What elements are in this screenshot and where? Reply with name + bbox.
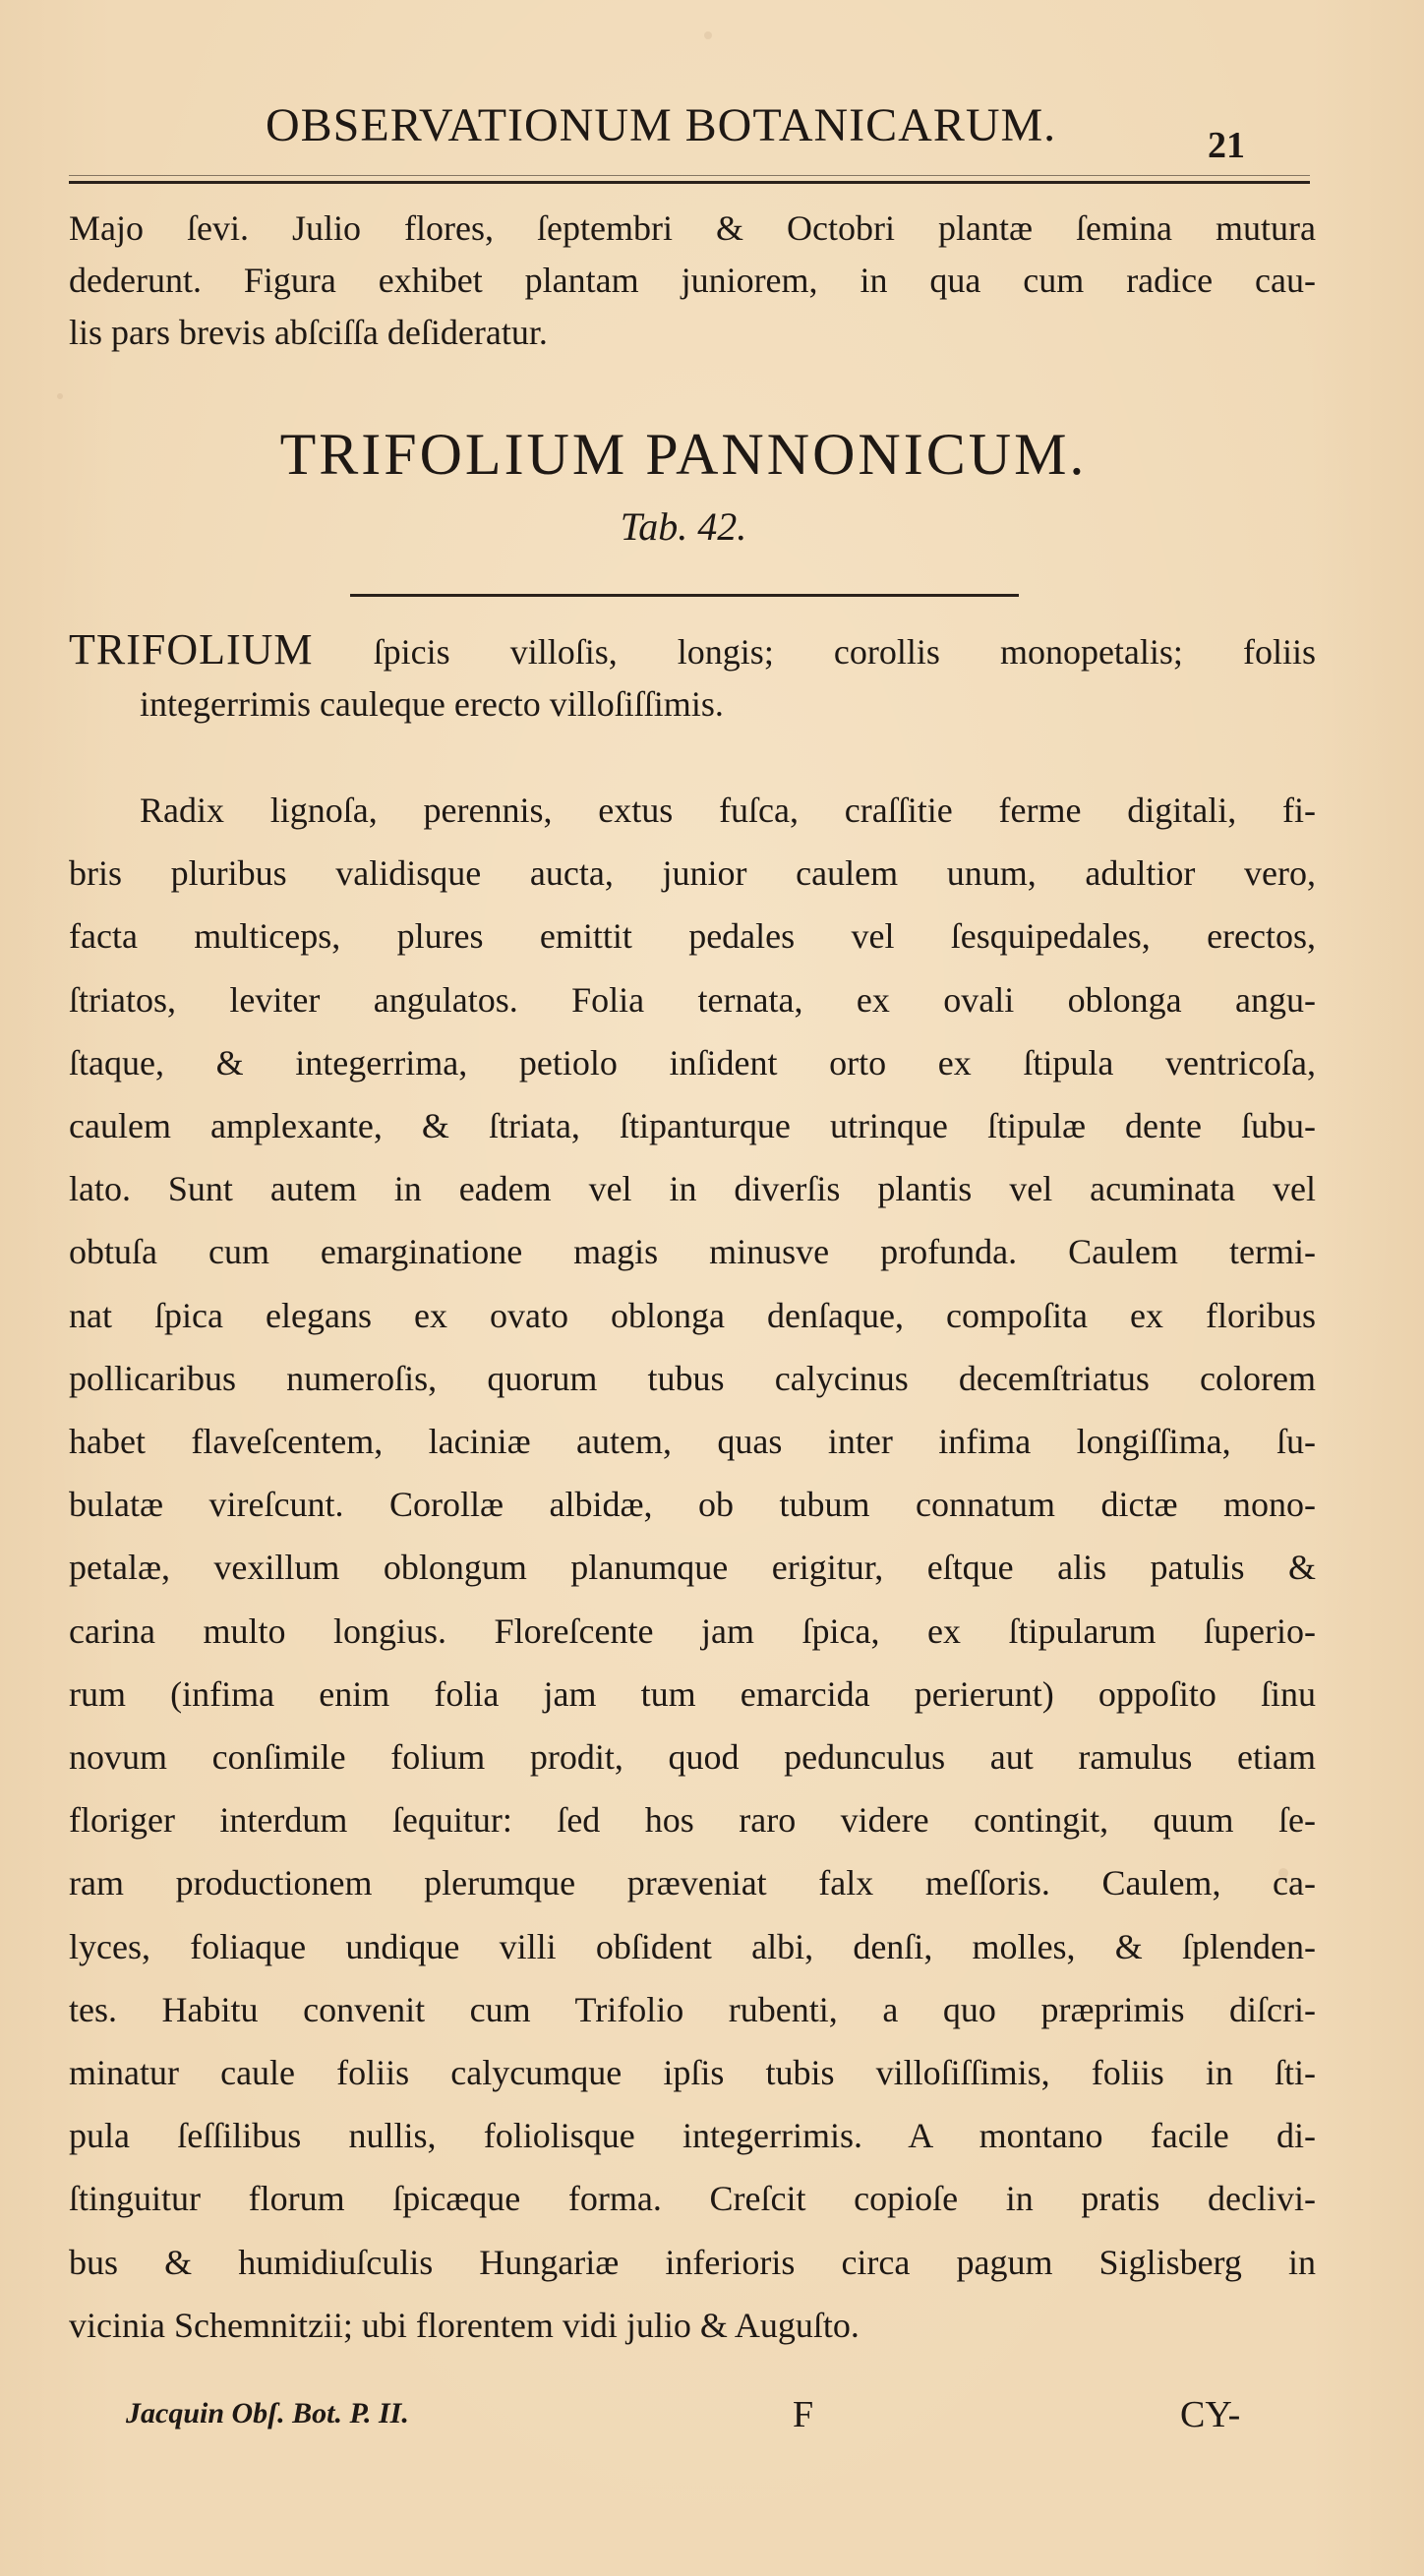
description-line: petalæ, vexillum oblongum planumque erigitur, eſtque alis patulis & (69, 1548, 1316, 1588)
description-line: pollicaribus numeroſis, quorum tubus calycinus decemſtriatus colorem (69, 1358, 1316, 1398)
paper-stain (704, 31, 712, 39)
diagnosis-lead: TRIFOLIUM (69, 625, 314, 673)
description-line: lyces, foliaque undique villi obſident albi, denſi, molles, & ſplenden- (69, 1926, 1316, 1966)
description-line: vicinia Schemnitzii; ubi florentem vidi julio & Auguſto. (69, 2305, 860, 2345)
description-line: bris pluribus validisque aucta, junior caulem unum, adultior vero, (69, 853, 1316, 894)
section-rule (350, 594, 1019, 597)
description-line: pula ſeſſilibus nullis, foliolisque integerrimis. A montano facile di- (69, 2116, 1316, 2156)
description-line: obtuſa cum emarginatione magis minusve profunda. Caulem termi- (69, 1232, 1316, 1272)
description-line: ſtinguitur florum ſpicæque forma. Creſcit copioſe in pratis declivi- (69, 2179, 1316, 2219)
description-line: carina multo longius. Floreſcente jam ſpica, ex ſtipularum ſuperio- (69, 1610, 1316, 1651)
description-line: ſtaque, & integerrima, petiolo inſident orto ex ſtipula ventricoſa, (69, 1042, 1316, 1083)
paper-stain (57, 393, 63, 399)
description-line: tes. Habitu convenit cum Trifolio rubenti, a quo præprimis diſcri- (69, 1989, 1316, 2029)
description-line: novum conſimile folium prodit, quod pedunculus aut ramulus etiam (69, 1737, 1316, 1778)
running-title: OBSERVATIONUM BOTANICARUM. (266, 99, 1057, 151)
intro-line: dederunt. Figura exhibet plantam juniorem, in qua cum radice cau- (69, 261, 1316, 300)
description-line: bus & humidiuſculis Hungariæ inferioris circa pagum Siglisberg in (69, 2242, 1316, 2282)
page-number: 21 (1208, 125, 1245, 166)
header-rule-thin (69, 175, 1310, 176)
diagnosis-line (69, 623, 1316, 678)
intro-line: Majo ſevi. Julio flores, ſeptembri & Octobri plantæ ſemina mutura (69, 208, 1316, 248)
signature-mark: F (793, 2394, 814, 2435)
species-title: TRIFOLIUM PANNONICUM. (279, 422, 1088, 487)
description-line: bulatæ vireſcunt. Corollæ albidæ, ob tubum connatum dictæ mono- (69, 1485, 1316, 1525)
page-footer (69, 2394, 1316, 2446)
description-line: rum (infima enim folia jam tum emarcida perierunt) oppoſito ſinu (69, 1673, 1316, 1714)
description-paragraph (69, 779, 1316, 2357)
diagnosis-text: ſpicis villoſis, longis; corollis monopetalis; foliis (373, 632, 1316, 672)
paper-stain (1278, 1868, 1288, 1878)
description-line: caulem amplexante, & ſtriata, ſtipanturque utrinque ſtipulæ dente ſubu- (69, 1106, 1316, 1146)
diagnosis-paragraph (69, 623, 1316, 731)
description-line: Radix lignoſa, perennis, extus fuſca, craſſitie ferme digitali, fi- (140, 790, 1316, 830)
description-line: floriger interdum ſequitur: ſed hos raro videre contingit, quum ſe- (69, 1800, 1316, 1841)
intro-line: lis pars brevis abſciſſa deſideratur. (69, 313, 548, 352)
diagnosis-line: integerrimis cauleque erecto villoſiſſimis. (140, 684, 724, 724)
catchword: CY- (1180, 2394, 1241, 2435)
description-line: ſtriatos, leviter angulatos. Folia ternata, ex ovali oblonga angu- (69, 979, 1316, 1020)
description-line: ram productionem plerumque præveniat falx meſſoris. Caulem, ca- (69, 1863, 1316, 1903)
description-line: habet flaveſcentem, laciniæ autem, quas inter infima longiſſima, ſu- (69, 1422, 1316, 1462)
description-line: facta multiceps, plures emittit pedales vel ſesquipedales, erectos, (69, 916, 1316, 957)
intro-paragraph (69, 203, 1316, 359)
signature-line: Jacquin Obſ. Bot. P. II. (126, 2397, 409, 2430)
description-line: minatur caule foliis calycumque ipſis tubis villoſiſſimis, foliis in ſti- (69, 2053, 1316, 2093)
description-line: nat ſpica elegans ex ovato oblonga denſaque, compoſita ex floribus (69, 1295, 1316, 1335)
description-line: lato. Sunt autem in eadem vel in diverſis plantis vel acuminata vel (69, 1169, 1316, 1209)
plate-reference: Tab. 42. (620, 504, 747, 549)
header-rule (69, 181, 1310, 184)
